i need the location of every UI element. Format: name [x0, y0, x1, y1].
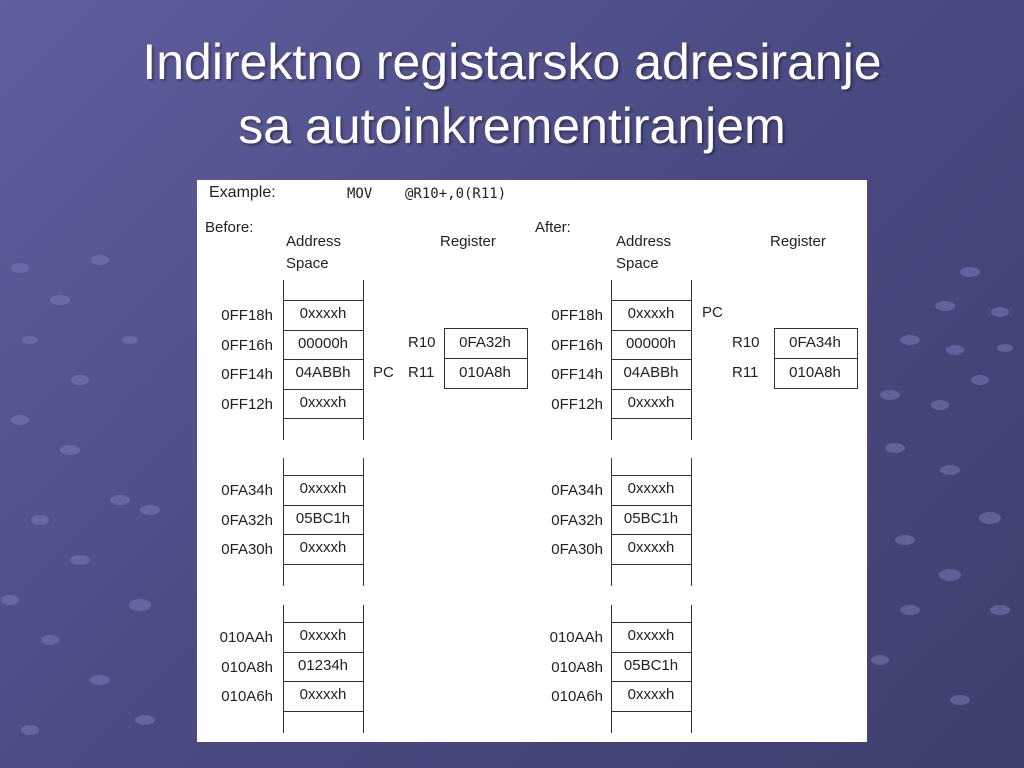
- title-line-1: Indirektno registarsko adresiranje: [142, 34, 882, 90]
- memory-divider: [611, 564, 692, 565]
- memory-cell-value: 0xxxxh: [299, 627, 347, 644]
- memory-rail: [691, 605, 692, 733]
- after-address-label-2: Space: [616, 255, 659, 272]
- after-pc-label: PC: [702, 304, 723, 321]
- memory-divider: [283, 564, 364, 565]
- before-address-label-2: Space: [286, 255, 329, 272]
- memory-cell-value: 0xxxxh: [627, 480, 675, 497]
- register-name: R10: [408, 334, 436, 351]
- memory-cell-value: 04ABBh: [295, 364, 351, 381]
- register-value: 0FA32h: [459, 334, 511, 351]
- memory-address-label: 0FF14h: [221, 366, 273, 383]
- memory-address-label: 0FA34h: [551, 482, 603, 499]
- memory-address-label: 0FF18h: [221, 307, 273, 324]
- memory-address-label: 0FF12h: [551, 396, 603, 413]
- memory-cell-value: 0xxxxh: [299, 539, 347, 556]
- memory-cell-value: 0xxxxh: [299, 686, 347, 703]
- after-register-label: Register: [770, 233, 826, 250]
- memory-cell-value: 04ABBh: [623, 364, 679, 381]
- memory-rail: [363, 280, 364, 440]
- memory-divider: [283, 711, 364, 712]
- memory-cell-value: 05BC1h: [623, 510, 679, 527]
- title-line-2: sa autoinkrementiranjem: [238, 98, 786, 154]
- memory-address-label: 010AAh: [549, 629, 603, 646]
- addressing-diagram: [197, 180, 867, 742]
- memory-divider: [611, 711, 692, 712]
- register-value: 0FA34h: [789, 334, 841, 351]
- before-label: Before:: [205, 219, 254, 236]
- memory-cell-value: 0xxxxh: [627, 686, 675, 703]
- memory-cell-value: 0xxxxh: [299, 305, 347, 322]
- register-name: R10: [732, 334, 760, 351]
- after-address-label-1: Address: [616, 233, 672, 250]
- memory-cell-value: 0xxxxh: [627, 627, 675, 644]
- after-label: After:: [535, 219, 571, 236]
- memory-divider: [611, 418, 692, 419]
- memory-cell-value: 01234h: [297, 657, 349, 674]
- memory-address-label: 0FA34h: [221, 482, 273, 499]
- memory-address-label: 0FA32h: [221, 512, 273, 529]
- memory-rail: [691, 280, 692, 440]
- memory-address-label: 0FA30h: [551, 541, 603, 558]
- instruction-op: MOV: [347, 186, 373, 202]
- memory-cell-value: 00000h: [625, 335, 677, 352]
- memory-cell-value: 0xxxxh: [299, 480, 347, 497]
- memory-cell-value: 0xxxxh: [627, 539, 675, 556]
- memory-address-label: 0FF12h: [221, 396, 273, 413]
- memory-rail: [691, 458, 692, 586]
- memory-address-label: 010A8h: [551, 659, 603, 676]
- memory-cell-value: 00000h: [297, 335, 349, 352]
- memory-address-label: 0FA32h: [551, 512, 603, 529]
- register-name: R11: [408, 364, 435, 381]
- memory-address-label: 010A6h: [221, 688, 273, 705]
- memory-cell-value: 0xxxxh: [627, 305, 675, 322]
- memory-cell-value: 0xxxxh: [627, 394, 675, 411]
- memory-address-label: 0FA30h: [221, 541, 273, 558]
- memory-cell-value: 05BC1h: [295, 510, 351, 527]
- memory-cell-value: 05BC1h: [623, 657, 679, 674]
- memory-address-label: 0FF16h: [221, 337, 273, 354]
- memory-divider: [283, 418, 364, 419]
- memory-address-label: 0FF14h: [551, 366, 603, 383]
- before-address-label-1: Address: [286, 233, 342, 250]
- memory-address-label: 010A8h: [221, 659, 273, 676]
- register-name: R11: [732, 364, 759, 381]
- memory-address-label: 0FF16h: [551, 337, 603, 354]
- memory-cell-value: 0xxxxh: [299, 394, 347, 411]
- memory-address-label: 010A6h: [551, 688, 603, 705]
- instruction-args: @R10+,0(R11): [405, 186, 507, 202]
- memory-address-label: 0FF18h: [551, 307, 603, 324]
- example-label: Example:: [209, 184, 276, 201]
- memory-address-label: 010AAh: [219, 629, 273, 646]
- before-register-label: Register: [440, 233, 496, 250]
- register-value: 010A8h: [789, 364, 841, 381]
- slide-title: [0, 30, 1024, 158]
- before-pc-label: PC: [373, 364, 394, 381]
- register-value: 010A8h: [459, 364, 511, 381]
